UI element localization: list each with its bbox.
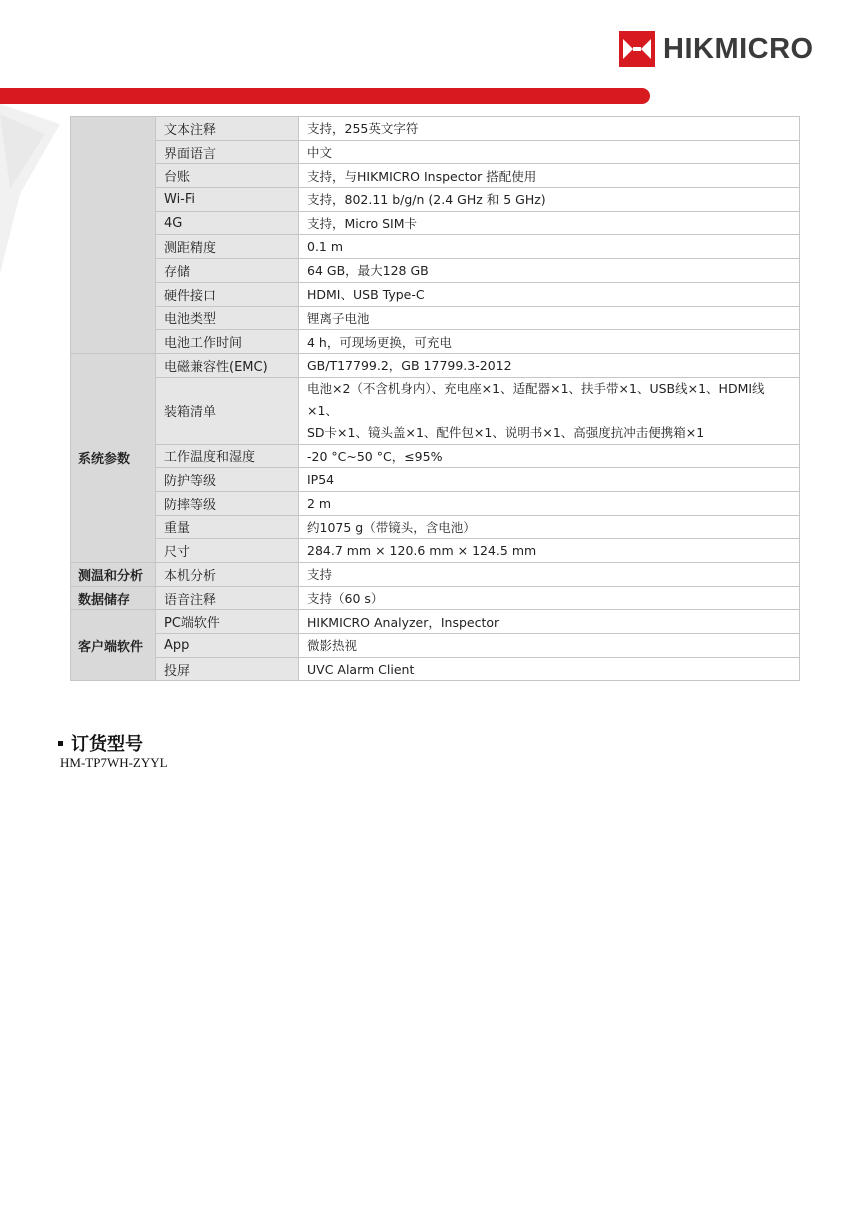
spec-value: 支持 <box>299 563 800 587</box>
table-row <box>71 563 800 587</box>
table-row <box>71 140 800 164</box>
spec-value: 0.1 m <box>299 235 800 259</box>
spec-value: 支持，255英文字符 <box>299 117 800 141</box>
header-red-bar <box>0 88 650 104</box>
spec-value: 支持，Micro SIM卡 <box>299 211 800 235</box>
category-cell: 测温和分析 <box>71 563 156 587</box>
table-row <box>71 444 800 468</box>
table-row <box>71 539 800 563</box>
table-row <box>71 259 800 283</box>
spec-value: 约1075 g（带镜头，含电池） <box>299 515 800 539</box>
spec-value: UVC Alarm Client <box>299 657 800 681</box>
spec-name: 尺寸 <box>156 539 299 563</box>
order-model: HM-TP7WH-ZYYL <box>60 755 168 770</box>
category-cell: 客户端软件 <box>71 610 156 681</box>
spec-name: 电池工作时间 <box>156 330 299 354</box>
spec-table <box>70 116 800 681</box>
spec-value: GB/T17799.2，GB 17799.3-2012 <box>299 353 800 377</box>
spec-value: HIKMICRO Analyzer，Inspector <box>299 610 800 634</box>
spec-value: 中文 <box>299 140 800 164</box>
category-cell: 系统参数 <box>71 353 156 562</box>
spec-value: -20 °C~50 °C，≤95% <box>299 444 800 468</box>
spec-name: 电磁兼容性(EMC) <box>156 353 299 377</box>
spec-name: 本机分析 <box>156 563 299 587</box>
spec-value: 支持，与HIKMICRO Inspector 搭配使用 <box>299 164 800 188</box>
table-row <box>71 468 800 492</box>
table-row <box>71 491 800 515</box>
spec-value: IP54 <box>299 468 800 492</box>
table-row <box>71 211 800 235</box>
spec-name: 防摔等级 <box>156 491 299 515</box>
bullet-icon <box>58 741 63 746</box>
table-row <box>71 657 800 681</box>
spec-name: 硬件接口 <box>156 282 299 306</box>
spec-value-line: 电池×2（不含机身内）、充电座×1、适配器×1、扶手带×1、USB线×1、HDMI线×1、 <box>307 380 765 418</box>
spec-name: 台账 <box>156 164 299 188</box>
spec-value: HDMI、USB Type-C <box>299 282 800 306</box>
hikmicro-logo-icon <box>619 31 655 67</box>
spec-value: 支持（60 s） <box>299 586 800 610</box>
brand-logo <box>619 30 814 68</box>
category-cell: 数据储存 <box>71 586 156 610</box>
spec-name: App <box>156 634 299 658</box>
spec-name: 重量 <box>156 515 299 539</box>
spec-name: 语音注释 <box>156 586 299 610</box>
spec-value <box>299 377 800 444</box>
table-row <box>71 330 800 354</box>
spec-name: 存储 <box>156 259 299 283</box>
spec-name: 防护等级 <box>156 468 299 492</box>
spec-name: 电池类型 <box>156 306 299 330</box>
table-row <box>71 164 800 188</box>
table-row <box>71 353 800 377</box>
spec-name: 投屏 <box>156 657 299 681</box>
spec-value: 284.7 mm × 120.6 mm × 124.5 mm <box>299 539 800 563</box>
spec-name: 界面语言 <box>156 140 299 164</box>
spec-value: 2 m <box>299 491 800 515</box>
table-row <box>71 235 800 259</box>
table-row <box>71 117 800 141</box>
spec-name: 装箱清单 <box>156 377 299 444</box>
table-row <box>71 634 800 658</box>
spec-value: 64 GB，最大128 GB <box>299 259 800 283</box>
spec-name: 工作温度和湿度 <box>156 444 299 468</box>
table-row <box>71 188 800 212</box>
spec-name: 4G <box>156 211 299 235</box>
spec-name: 测距精度 <box>156 235 299 259</box>
spec-name: 文本注释 <box>156 117 299 141</box>
table-row <box>71 306 800 330</box>
table-row <box>71 282 800 306</box>
table-row <box>71 515 800 539</box>
order-heading-text: 订货型号 <box>71 734 143 755</box>
category-cell <box>71 117 156 354</box>
brand-name: HIKMICRO <box>663 32 814 65</box>
table-row <box>71 586 800 610</box>
decorative-shape-icon <box>0 104 70 284</box>
spec-value-line: SD卡×1、镜头盖×1、配件包×1、说明书×1、高强度抗冲击便携箱×1 <box>307 424 705 440</box>
spec-name: Wi-Fi <box>156 188 299 212</box>
spec-value: 锂离子电池 <box>299 306 800 330</box>
order-heading <box>58 730 143 756</box>
table-row <box>71 377 800 444</box>
spec-value: 支持，802.11 b/g/n (2.4 GHz 和 5 GHz) <box>299 188 800 212</box>
spec-value: 4 h，可现场更换，可充电 <box>299 330 800 354</box>
table-row <box>71 610 800 634</box>
spec-value: 微影热视 <box>299 634 800 658</box>
spec-name: PC端软件 <box>156 610 299 634</box>
